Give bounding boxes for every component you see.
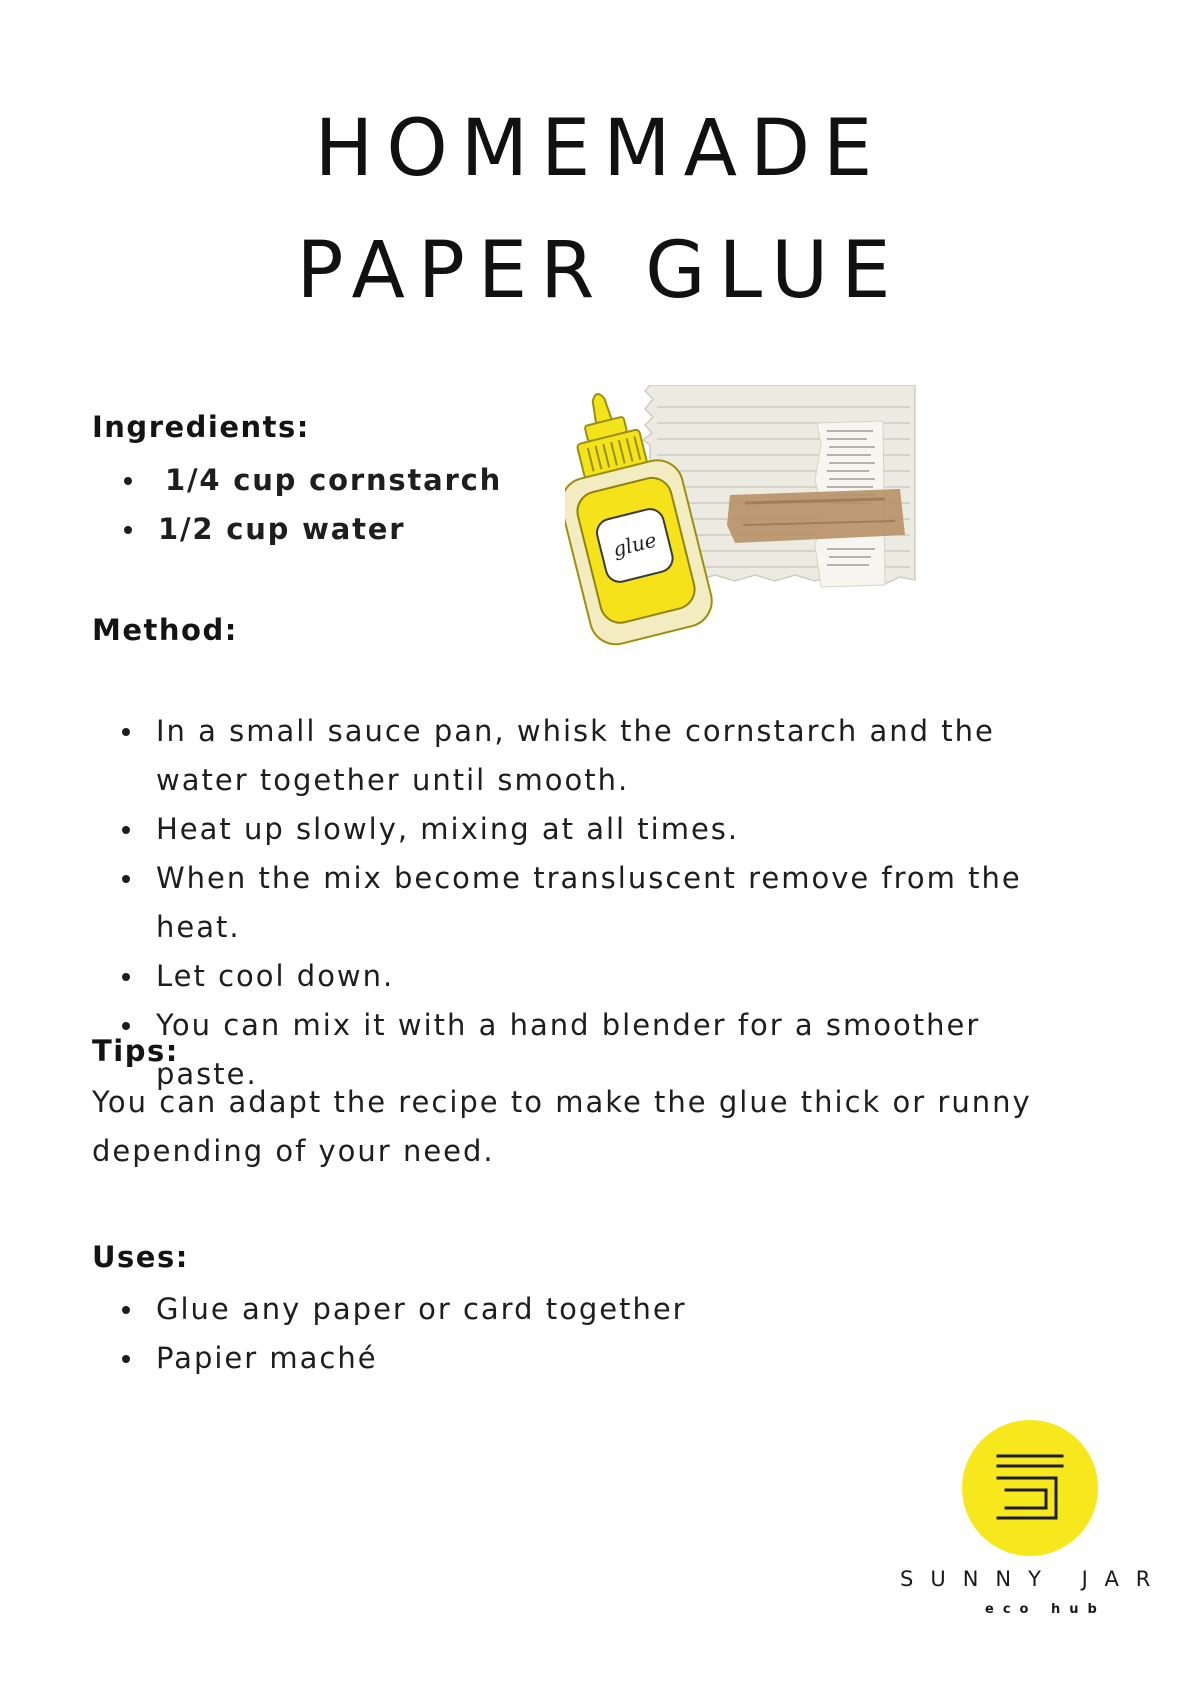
bottle-label: glue xyxy=(610,527,659,562)
method-heading: Method: xyxy=(92,613,238,647)
method-step: When the mix become transluscent remove from the heat. xyxy=(122,854,1072,952)
brand-name: SUNNY JAR xyxy=(900,1567,1168,1591)
ingredients-list xyxy=(124,456,502,554)
title-line-2: PAPER GLUE xyxy=(296,226,904,316)
ingredient-item: 1/2 cup water xyxy=(124,505,502,554)
uses-list xyxy=(122,1285,687,1383)
method-step: In a small sauce pan, whisk the cornstarch and the water together until smooth. xyxy=(122,707,1072,805)
method-steps xyxy=(122,707,1072,1099)
uses-heading: Uses: xyxy=(92,1240,189,1274)
sunny-jar-logo xyxy=(962,1420,1098,1556)
ingredient-item: 1/4 cup cornstarch xyxy=(124,456,502,505)
use-item: Glue any paper or card together xyxy=(122,1285,687,1334)
tips-text: You can adapt the recipe to make the glue thick or runny depending of your need. xyxy=(92,1085,1032,1168)
use-item: Papier maché xyxy=(122,1334,687,1383)
brand-tagline: eco hub xyxy=(985,1602,1106,1617)
method-step: You can mix it with a hand blender for a smoother paste. xyxy=(122,1001,1072,1099)
tips-heading: Tips: xyxy=(92,1034,179,1068)
method-step: Let cool down. xyxy=(122,952,1072,1001)
method-step: Heat up slowly, mixing at all times. xyxy=(122,805,1072,854)
page-title xyxy=(0,88,1200,332)
glue-bottle-illustration xyxy=(565,385,925,655)
title-line-1: HOMEMADE xyxy=(314,104,886,194)
ingredients-heading: Ingredients: xyxy=(92,410,310,444)
